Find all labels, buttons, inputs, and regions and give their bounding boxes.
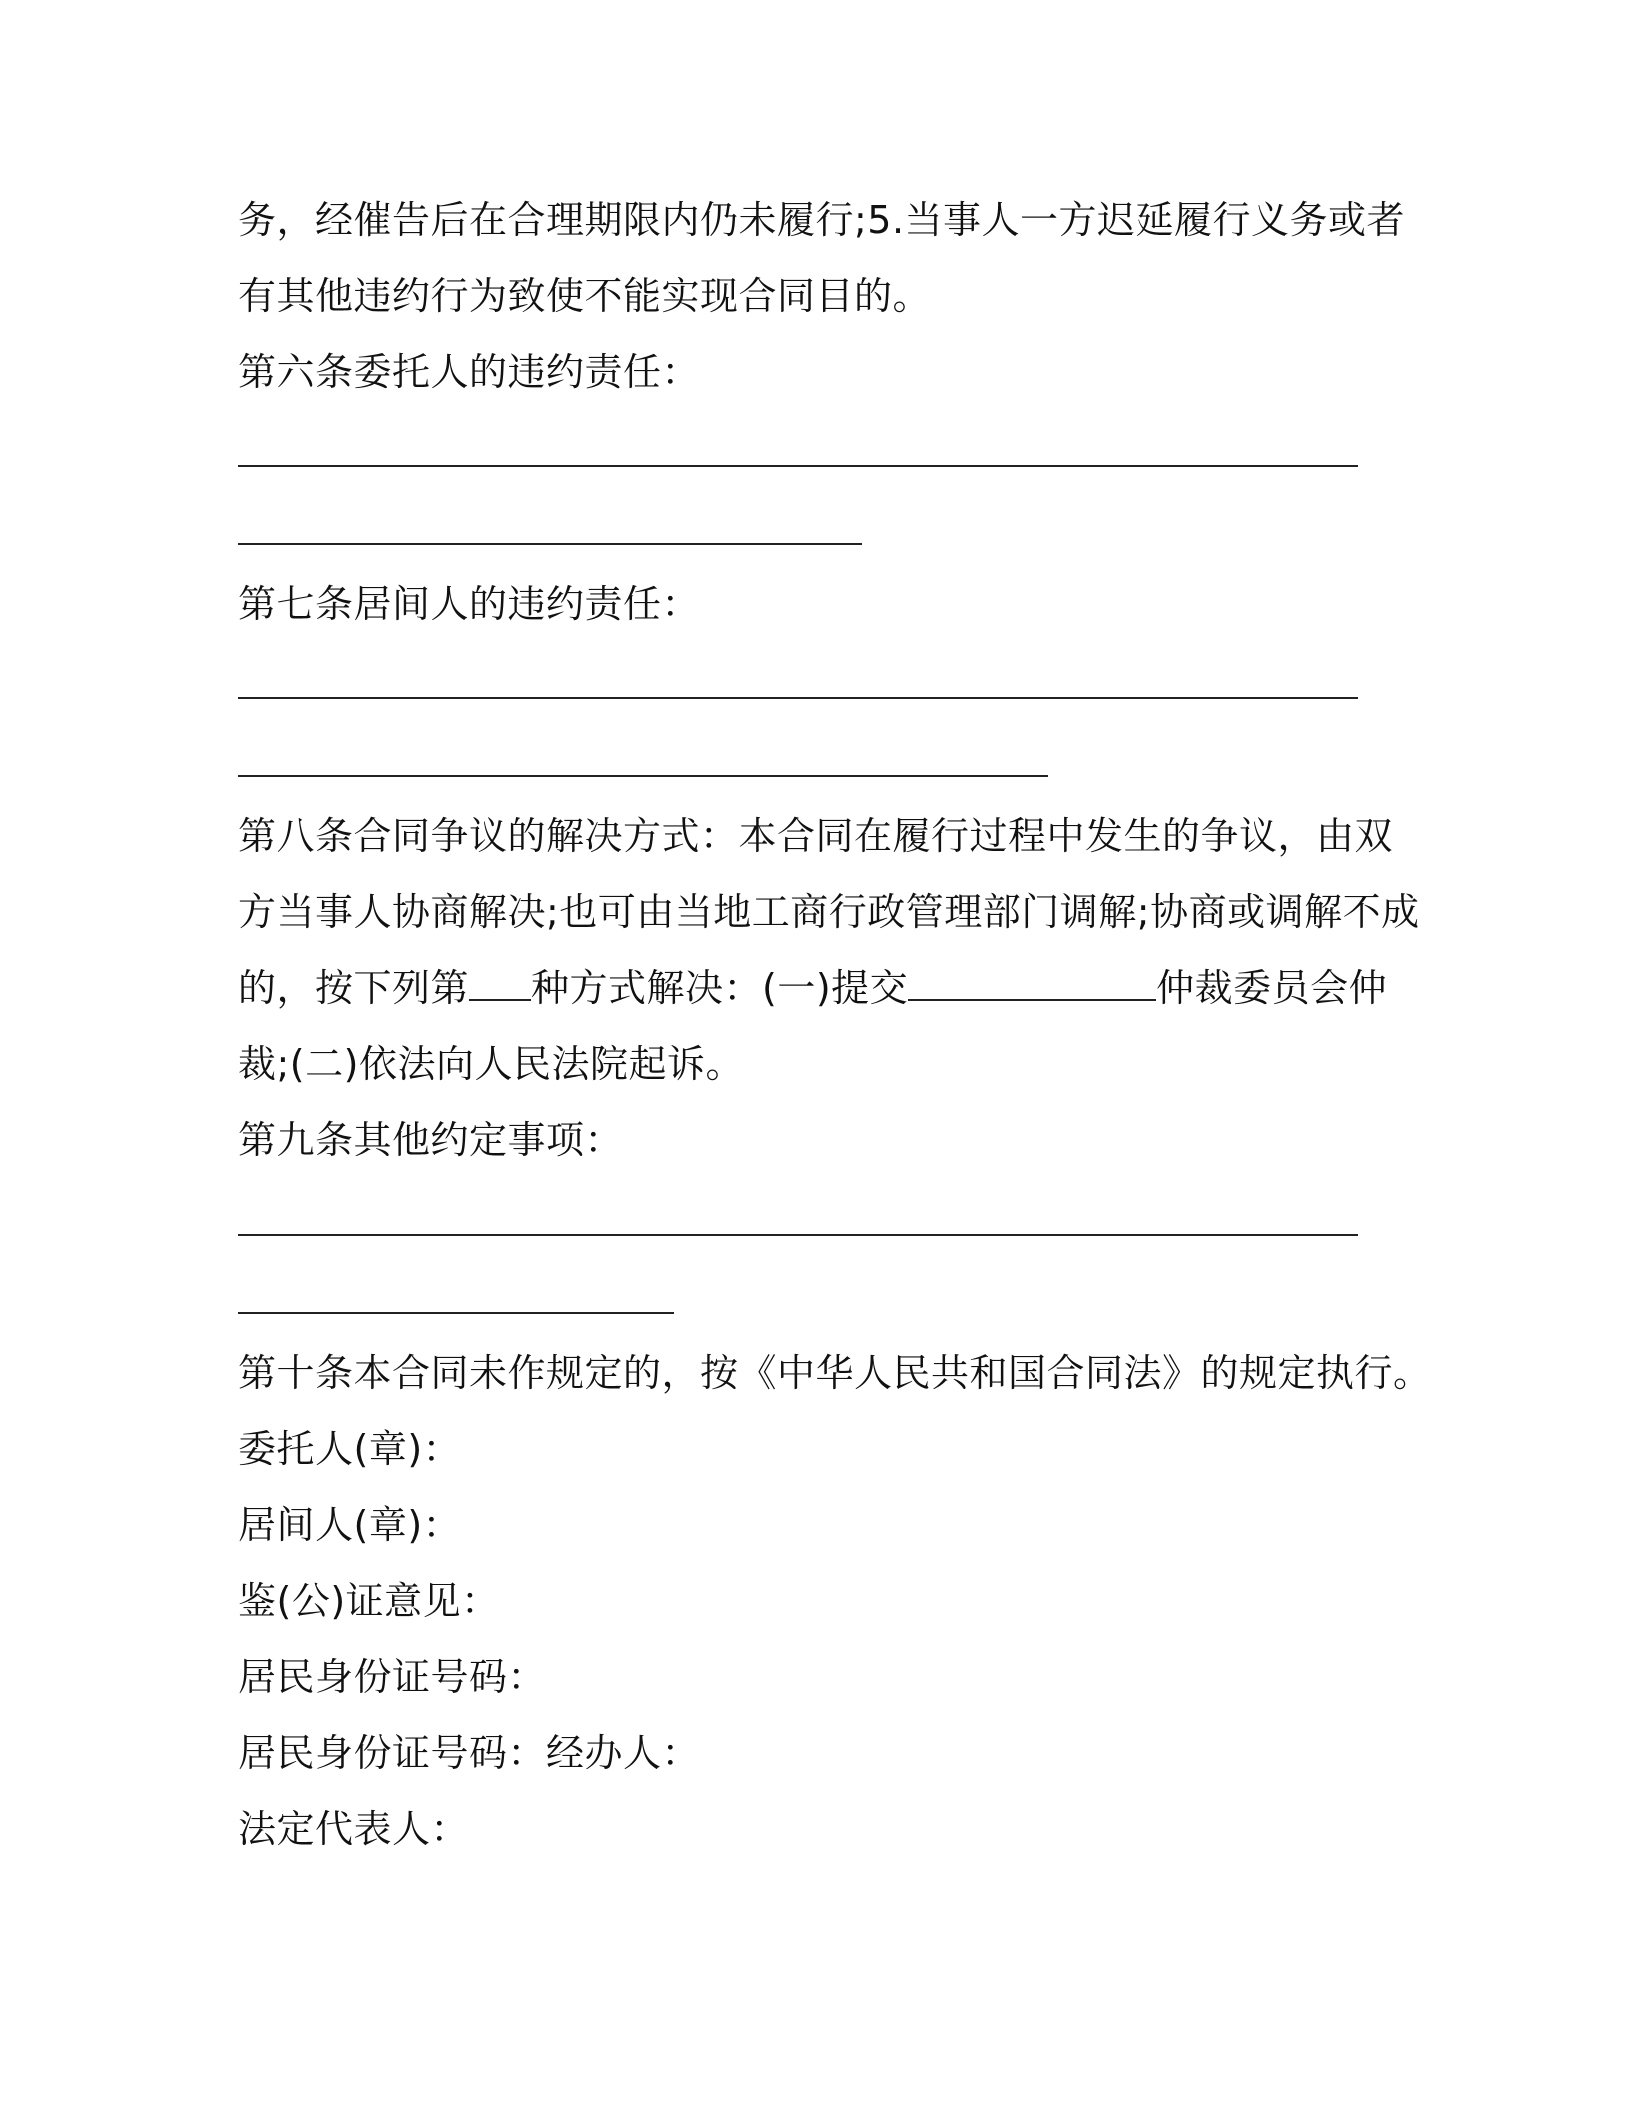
text-line-2: 有其他违约行为致使不能实现合同目的。 <box>238 274 932 318</box>
article-8-line-2: 方当事人协商解决;也可由当地工商行政管理部门调解;协商或调解不成 <box>238 890 1420 934</box>
text-line-1: 务，经催告后在合理期限内仍未履行;5.当事人一方迟延履行义务或者 <box>238 198 1406 242</box>
arbitration-committee-blank[interactable] <box>908 969 1156 1001</box>
article-10-text: 第十条本合同未作规定的，按《中华人民共和国合同法》的规定执行。 <box>238 1351 1432 1395</box>
article-7-blank-line-2[interactable] <box>238 775 1048 777</box>
article-9-blank-line-2[interactable] <box>238 1312 674 1314</box>
client-seal-label: 委托人(章)： <box>238 1427 462 1471</box>
article-8-line-3 <box>238 964 1387 1012</box>
article-7-blank-line-1[interactable] <box>238 697 1358 699</box>
legal-representative-label: 法定代表人： <box>238 1807 470 1851</box>
article-9-blank-line-1[interactable] <box>238 1234 1358 1236</box>
article-8-line-1: 第八条合同争议的解决方式：本合同在履行过程中发生的争议，由双 <box>238 814 1394 858</box>
method-number-blank[interactable] <box>469 969 531 1001</box>
id-number-label-1: 居民身份证号码： <box>238 1655 547 1699</box>
intermediary-seal-label: 居间人(章)： <box>238 1503 462 1547</box>
notary-opinion-label: 鉴(公)证意见： <box>238 1579 500 1623</box>
article-8-text-c: 仲裁委员会仲 <box>1156 966 1388 1010</box>
article-6-blank-line-1[interactable] <box>238 465 1358 467</box>
article-7-heading: 第七条居间人的违约责任： <box>238 582 701 626</box>
article-8-text-a: 的，按下列第 <box>238 966 470 1010</box>
article-6-heading: 第六条委托人的违约责任： <box>238 350 701 394</box>
article-8-line-4: 裁;(二)依法向人民法院起诉。 <box>238 1042 744 1086</box>
id-number-handler-label: 居民身份证号码：经办人： <box>238 1731 701 1775</box>
article-8-text-b: 种方式解决：(一)提交 <box>531 966 909 1010</box>
article-6-blank-line-2[interactable] <box>238 543 862 545</box>
article-9-heading: 第九条其他约定事项： <box>238 1118 624 1162</box>
